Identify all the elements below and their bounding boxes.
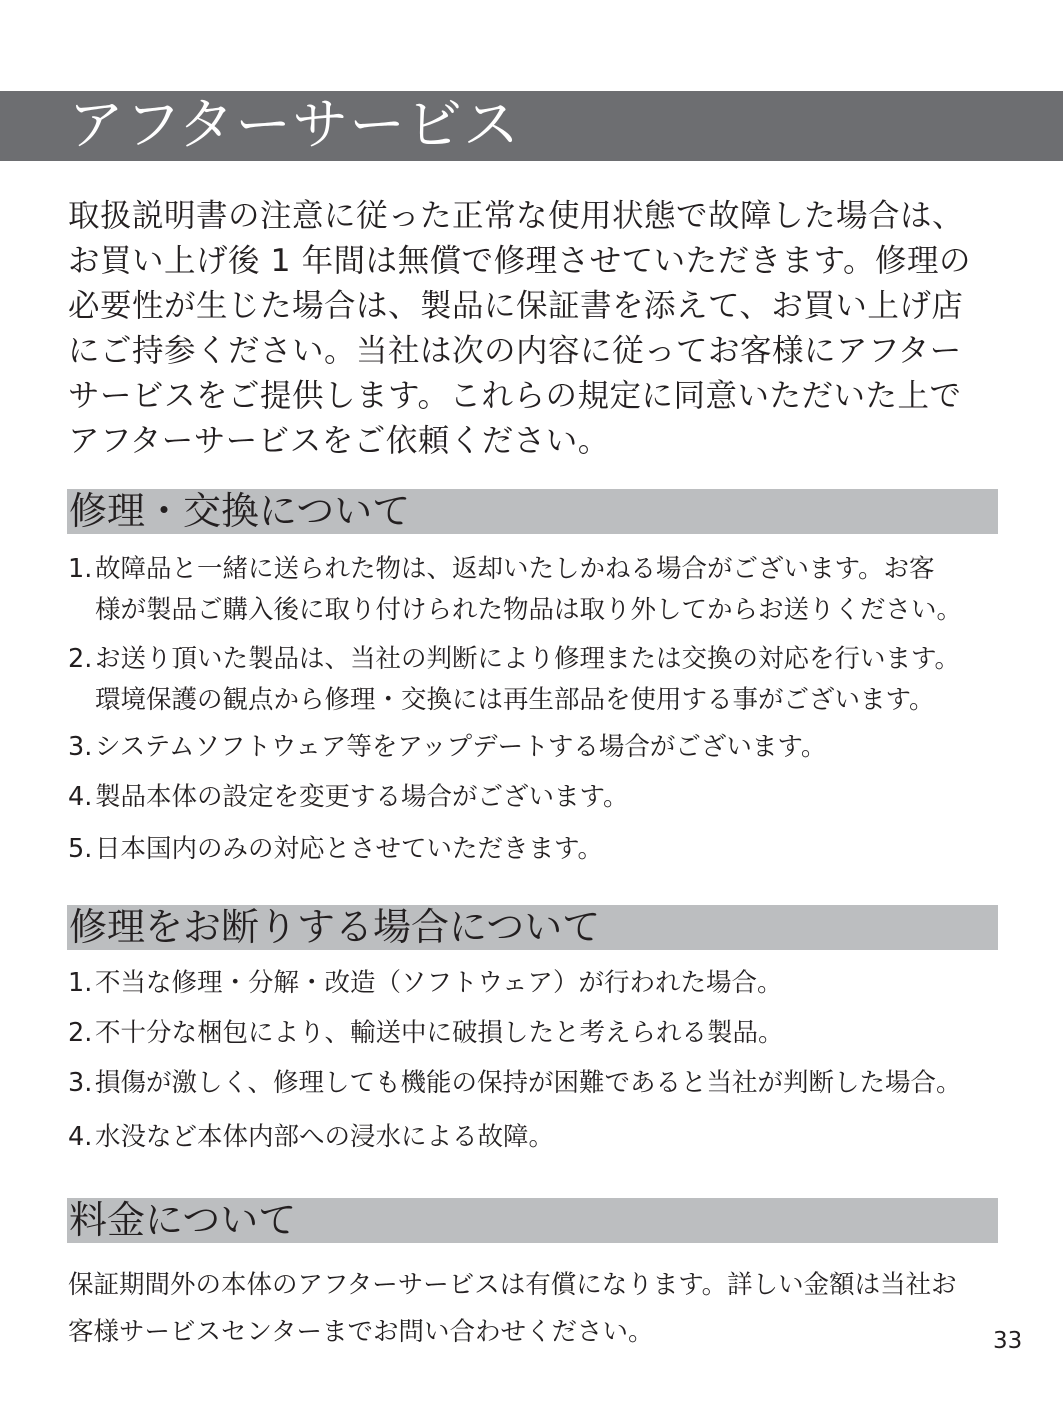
section-title: 修理をお断りする場合について	[69, 905, 601, 949]
page-title: アフターサービス	[68, 93, 521, 158]
item-number: 3.	[68, 1068, 93, 1098]
item-number: 4.	[68, 782, 93, 812]
list-item	[68, 829, 1008, 870]
item-number: 5.	[68, 834, 93, 864]
item-number: 3.	[68, 732, 93, 762]
list-item	[68, 777, 1008, 818]
fee-line: 客様サービスセンターまでお問い合わせください。	[68, 1317, 654, 1347]
item-number: 4.	[68, 1122, 93, 1152]
fee-paragraph	[68, 1262, 1008, 1356]
list-item	[68, 1013, 1008, 1054]
intro-line: サービスをご提供します。これらの規定に同意いただいた上で	[68, 378, 962, 414]
list-item	[68, 1063, 1008, 1104]
intro-line: お買い上げ後 1 年間は無償で修理させていただきます。修理の	[68, 243, 972, 279]
list-item	[68, 639, 1008, 721]
item-text: 損傷が激しく、修理しても機能の保持が困難であると当社が判断した場合。	[95, 1068, 962, 1098]
section-title: 修理・交換について	[69, 489, 411, 533]
item-number: 2.	[68, 644, 93, 674]
item-text: お送り頂いた製品は、当社の判断により修理または交換の対応を行います。	[95, 644, 960, 674]
item-text: 不十分な梱包により、輸送中に破損したと考えられる製品。	[95, 1018, 784, 1048]
item-text: 水没など本体内部への浸水による故障。	[95, 1122, 555, 1152]
intro-paragraph	[68, 194, 1008, 464]
list-item	[68, 727, 1008, 768]
item-text: 故障品と一緒に送られた物は、返却いたしかねる場合がございます。お客	[95, 554, 935, 584]
item-number: 2.	[68, 1018, 93, 1048]
section-header-repair	[67, 489, 998, 534]
section-title: 料金について	[69, 1198, 297, 1242]
item-text: 環境保護の観点から修理・交換には再生部品を使用する事がございます。	[95, 685, 935, 715]
intro-line: 必要性が生じた場合は、製品に保証書を添えて、お買い上げ店	[68, 288, 964, 324]
fee-line: 保証期間外の本体のアフターサービスは有償になります。詳しい金額は当社お	[68, 1270, 957, 1300]
list-item	[68, 1117, 1008, 1158]
title-bar	[0, 91, 1063, 161]
item-text: システムソフトウェア等をアップデートする場合がございます。	[95, 732, 827, 762]
item-text: 不当な修理・分解・改造（ソフトウェア）が行われた場合。	[95, 968, 783, 998]
item-text: 製品本体の設定を変更する場合がございます。	[95, 782, 629, 812]
item-text: 日本国内のみの対応とさせていただきます。	[95, 834, 603, 864]
intro-line: 取扱説明書の注意に従った正常な使用状態で故障した場合は、	[68, 198, 965, 234]
list-item	[68, 963, 1008, 1004]
page-number: 33	[993, 1328, 1023, 1354]
item-number: 1.	[68, 968, 93, 998]
section-header-fee	[67, 1198, 998, 1243]
list-item	[68, 549, 1008, 631]
section-header-refusal	[67, 905, 998, 950]
item-text: 様が製品ご購入後に取り付けられた物品は取り外してからお送りください。	[95, 595, 963, 625]
intro-line: アフターサービスをご依頼ください。	[68, 423, 610, 459]
intro-line: にご持参ください。当社は次の内容に従ってお客様にアフター	[68, 333, 962, 369]
item-number: 1.	[68, 554, 93, 584]
